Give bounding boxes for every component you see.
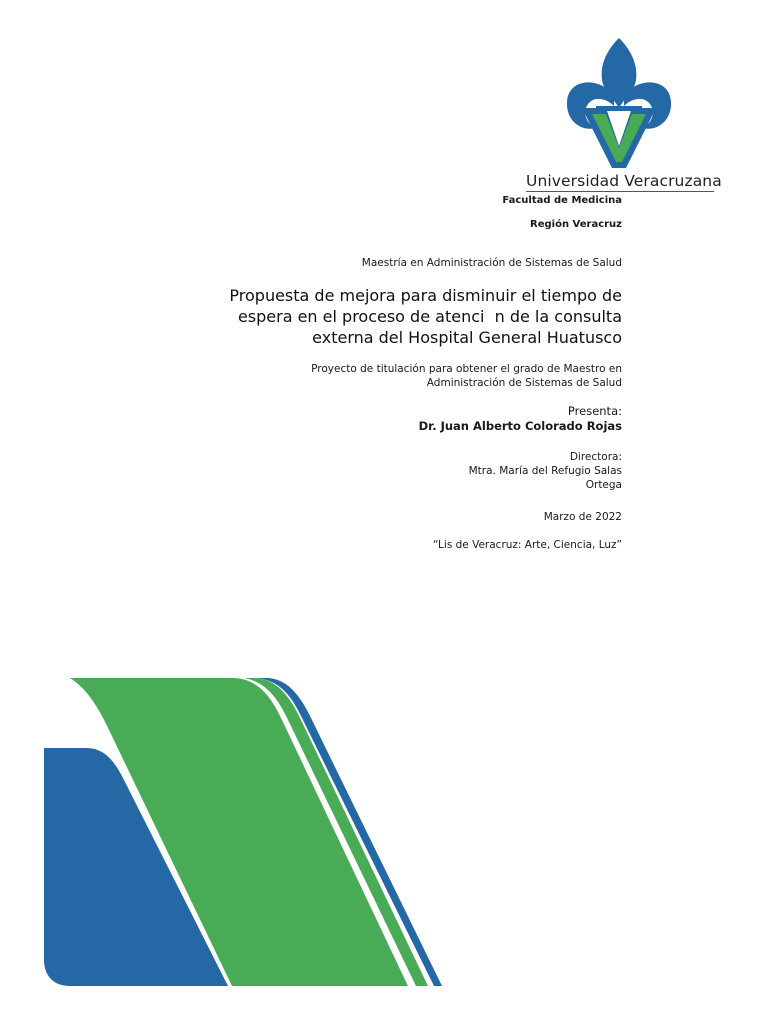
university-name: Universidad Veracruzana [526,172,722,190]
university-logo [560,36,678,172]
date: Marzo de 2022 [543,511,622,523]
header-rule [526,191,714,192]
motto: “Lis de Veracruz: Arte, Ciencia, Luz” [432,539,622,551]
program-name: Maestría en Administración de Sistemas de Salud [361,257,622,269]
project-line: Administración de Sistemas de Salud [426,377,622,389]
project-description [311,362,622,390]
title-line: Propuesta de mejora para disminuir el tiempo de [229,286,622,305]
director-line: Ortega [585,479,622,491]
faculty-name: Facultad de Medicina [502,195,622,206]
director-name [469,464,622,492]
director-line: Mtra. María del Refugio Salas [468,465,622,477]
project-line: Proyecto de titulación para obtener el grado de Maestro en [311,363,622,375]
director-label: Directora: [569,451,622,463]
title-line: externa del Hospital General Huatusco [312,328,622,347]
region-name: Región Veracruz [530,219,622,230]
decorative-swoosh [0,660,500,1000]
presenta-label: Presenta: [567,404,622,418]
author-name: Dr. Juan Alberto Colorado Rojas [418,419,622,433]
title-line: espera en el proceso de atenci n de la consulta [237,307,622,326]
thesis-title [229,285,622,348]
